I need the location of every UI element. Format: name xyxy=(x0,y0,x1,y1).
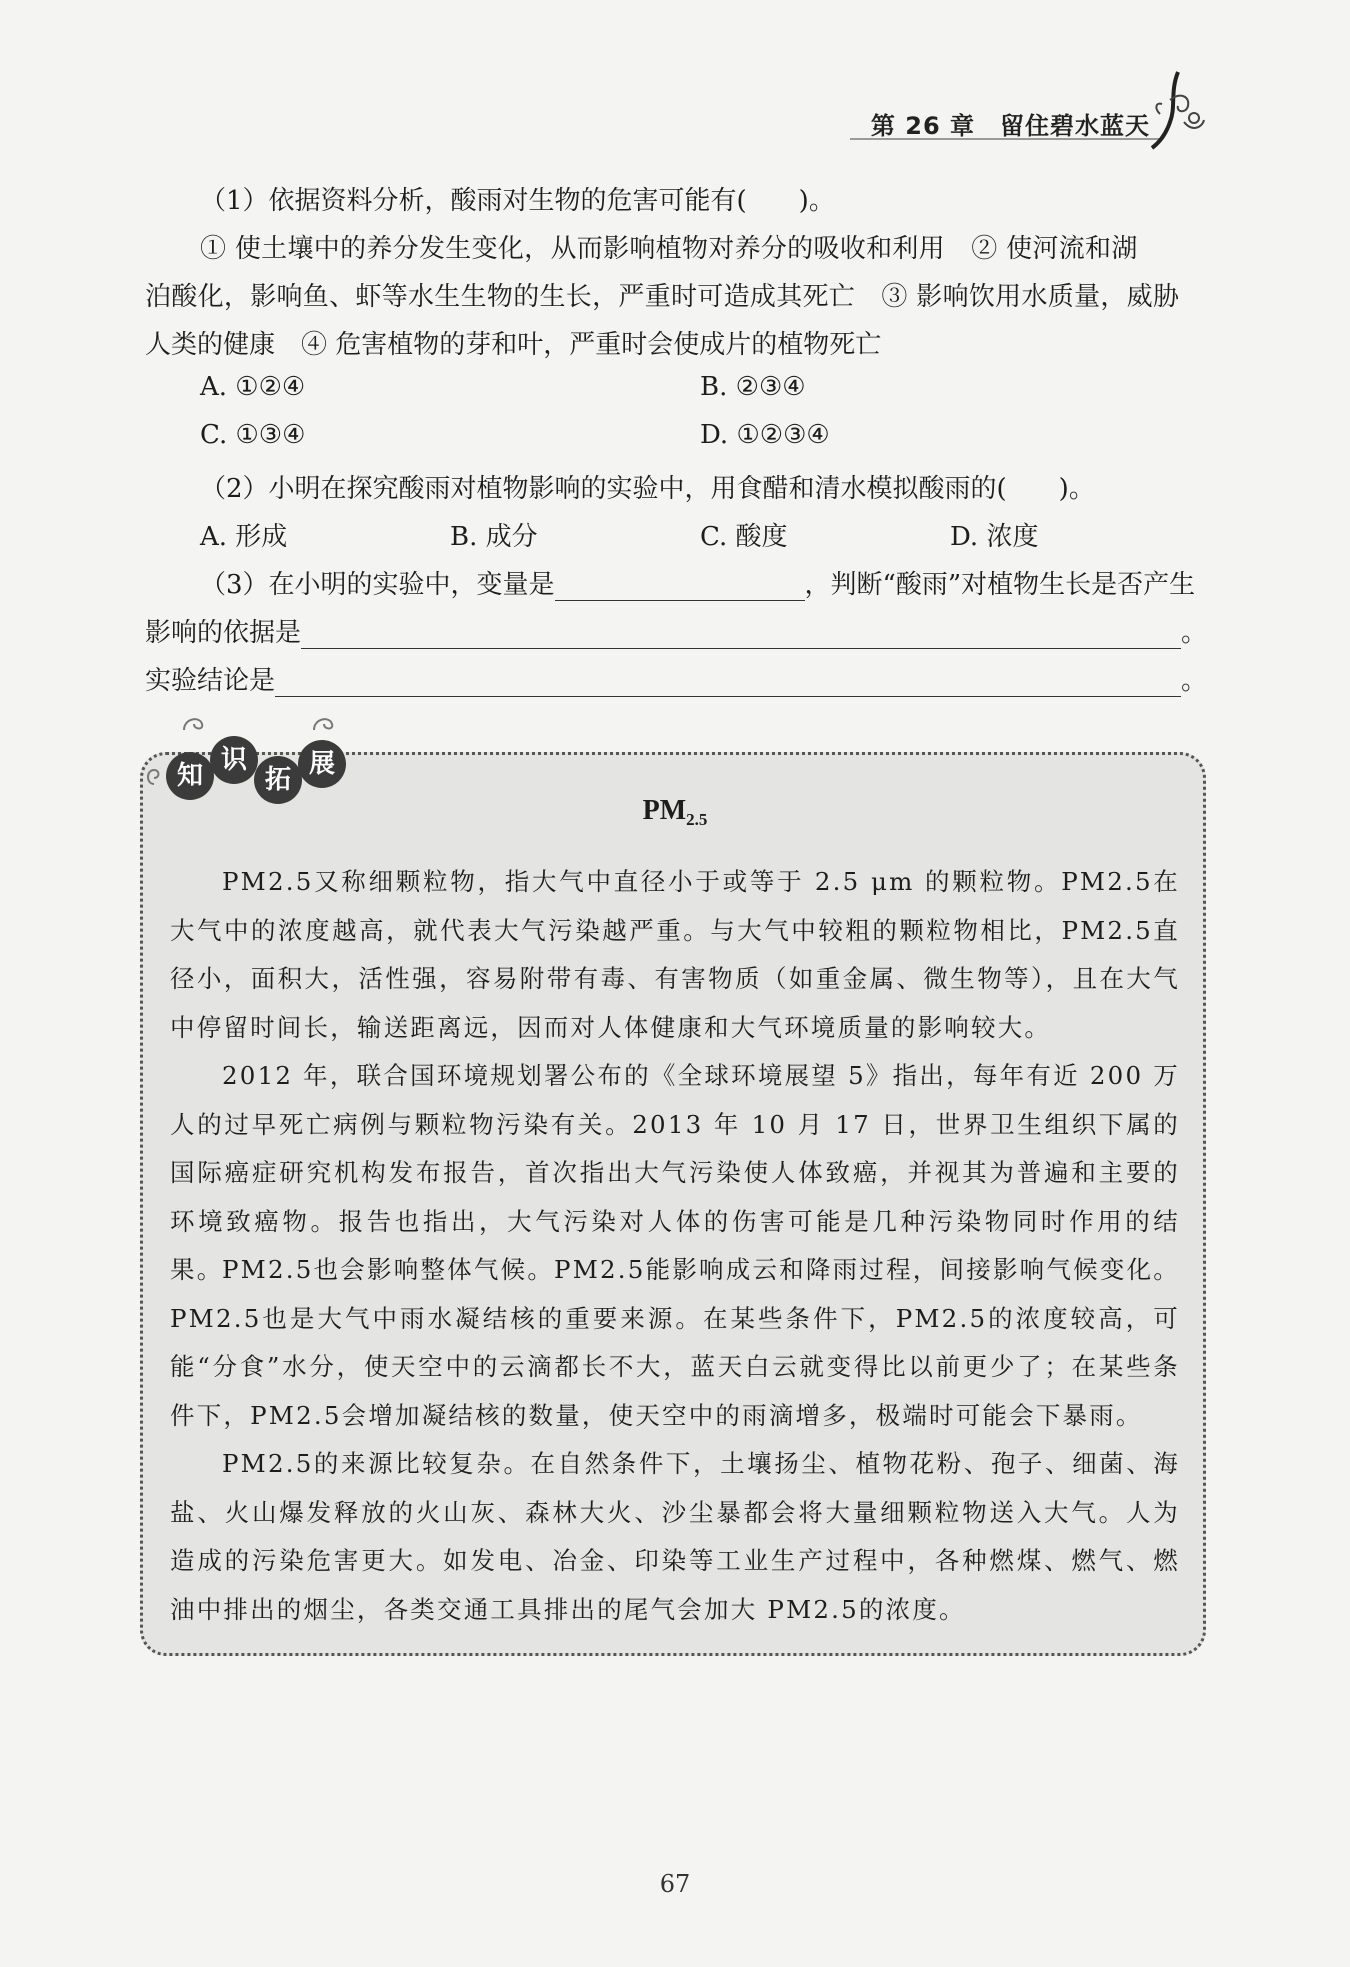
chapter-header xyxy=(850,100,1210,140)
q3-text-1: （3）在小明的实验中，变量是 xyxy=(200,570,555,600)
q3-text-2: ，判断“酸雨”对植物生长是否产生 xyxy=(804,570,1196,600)
q1-option-a[interactable]: A. ①②④ xyxy=(200,372,306,402)
swirl-icon xyxy=(180,712,220,734)
q3-period-2: 。 xyxy=(1181,666,1208,696)
q2-stem: （2）小明在探究酸雨对植物影响的实验中，用食醋和清水模拟酸雨的( )。 xyxy=(200,474,1095,504)
q2-option-d[interactable]: D. 浓度 xyxy=(950,522,1039,552)
q3-line-3 xyxy=(145,660,1207,697)
q3-variable-blank[interactable] xyxy=(555,570,805,601)
q1-option-c[interactable]: C. ①③④ xyxy=(200,420,306,450)
paragraph-3: PM2.5也会影响整体气候。PM2.5能影响成云和降雨过程，间接影响气候变化。PM2.5也是大气中雨水凝结核的重要来源。在某些条件下，PM2.5的浓度较高，可能“分食”水分，使天空中的云滴都长不大，蓝天白云就变得比以前更少了；在某些条件下，PM2.5会增加凝结核的数量，使天空中的雨滴增多，极端时可能会下暴雨。 xyxy=(170,1255,1180,1430)
q1-stem: （1）依据资料分析，酸雨对生物的危害可能有( )。 xyxy=(200,186,835,216)
badge-char-1: 知 xyxy=(166,752,214,800)
q3-period-1: 。 xyxy=(1181,618,1208,648)
badge-char-2: 识 xyxy=(210,736,258,784)
header-rule xyxy=(850,138,1160,140)
q3-basis-blank[interactable] xyxy=(301,618,1181,649)
paragraph-1: PM2.5又称细颗粒物，指大气中直径小于或等于 2.5 μm 的颗粒物。PM2.5在大气中的浓度越高，就代表大气污染越严重。与大气中较粗的颗粒物相比，PM2.5直径小，面积大，活性强，容易附带有毒、有害物质（如重金属、微生物等），且在大气中停留时间长，输送距离远，因而对人体健康和大气环境质量的影响较大。 xyxy=(170,867,1180,1042)
q1-statement-line-1: ① 使土壤中的养分发生变化，从而影响植物对养分的吸收和利用 ② 使河流和湖 xyxy=(200,234,1138,264)
chapter-title: 第 26 章 留住碧水蓝天 xyxy=(870,112,1150,140)
badge-char-3: 拓 xyxy=(254,756,302,804)
swirl-icon xyxy=(142,764,166,788)
paragraph-4: PM2.5的来源比较复杂。在自然条件下，土壤扬尘、植物花粉、孢子、细菌、海盐、火山爆发释放的火山灰、森林大火、沙尘暴都会将大量细颗粒物送入大气。人为造成的污染危害更大。如发电、冶金、印染等工业生产过程中，各种燃煤、燃气、燃油中排出的烟尘，各类交通工具排出的尾气会加大 PM2.5的浓度。 xyxy=(170,1449,1180,1624)
badge-char-4: 展 xyxy=(298,740,346,788)
q3-conclusion-label: 实验结论是 xyxy=(145,666,276,696)
title-main: PM xyxy=(642,795,687,826)
q2-option-a[interactable]: A. 形成 xyxy=(200,522,288,552)
paragraph-2: 2012 年，联合国环境规划署公布的《全球环境展望 5》指出，每年有近 200 万人的过早死亡病例与颗粒物污染有关。2013 年 10 月 17 日，世界卫生组织下属的国际癌症研究机构发布报告，首次指出大气污染使人体致癌，并视其为普遍和主要的环境致癌物。报告也指出，大气污染对人体的伤害可能是几种污染物同时作用的结果。 xyxy=(170,1061,1180,1284)
floral-ornament-icon xyxy=(1140,62,1210,152)
q1-statement-line-2: 泊酸化，影响鱼、虾等水生生物的生长，严重时可造成其死亡 ③ 影响饮用水质量，威胁 xyxy=(145,282,1180,312)
title-subscript: 2.5 xyxy=(686,810,708,829)
q1-option-d[interactable]: D. ①②③④ xyxy=(700,420,830,450)
q3-basis-label: 影响的依据是 xyxy=(145,618,302,648)
q3-conclusion-blank[interactable] xyxy=(275,666,1181,697)
q1-option-b[interactable]: B. ②③④ xyxy=(700,372,806,402)
q2-option-c[interactable]: C. 酸度 xyxy=(700,522,788,552)
page-number: 67 xyxy=(659,1870,691,1898)
q3-line-1 xyxy=(200,564,1195,601)
q3-line-2 xyxy=(145,612,1207,649)
knowledge-title xyxy=(0,795,1350,830)
swirl-icon xyxy=(310,712,350,734)
knowledge-badge xyxy=(150,712,360,802)
q1-statement-line-3: 人类的健康 ④ 危害植物的芽和叶，严重时会使成片的植物死亡 xyxy=(145,330,882,360)
q2-option-b[interactable]: B. 成分 xyxy=(450,522,538,552)
